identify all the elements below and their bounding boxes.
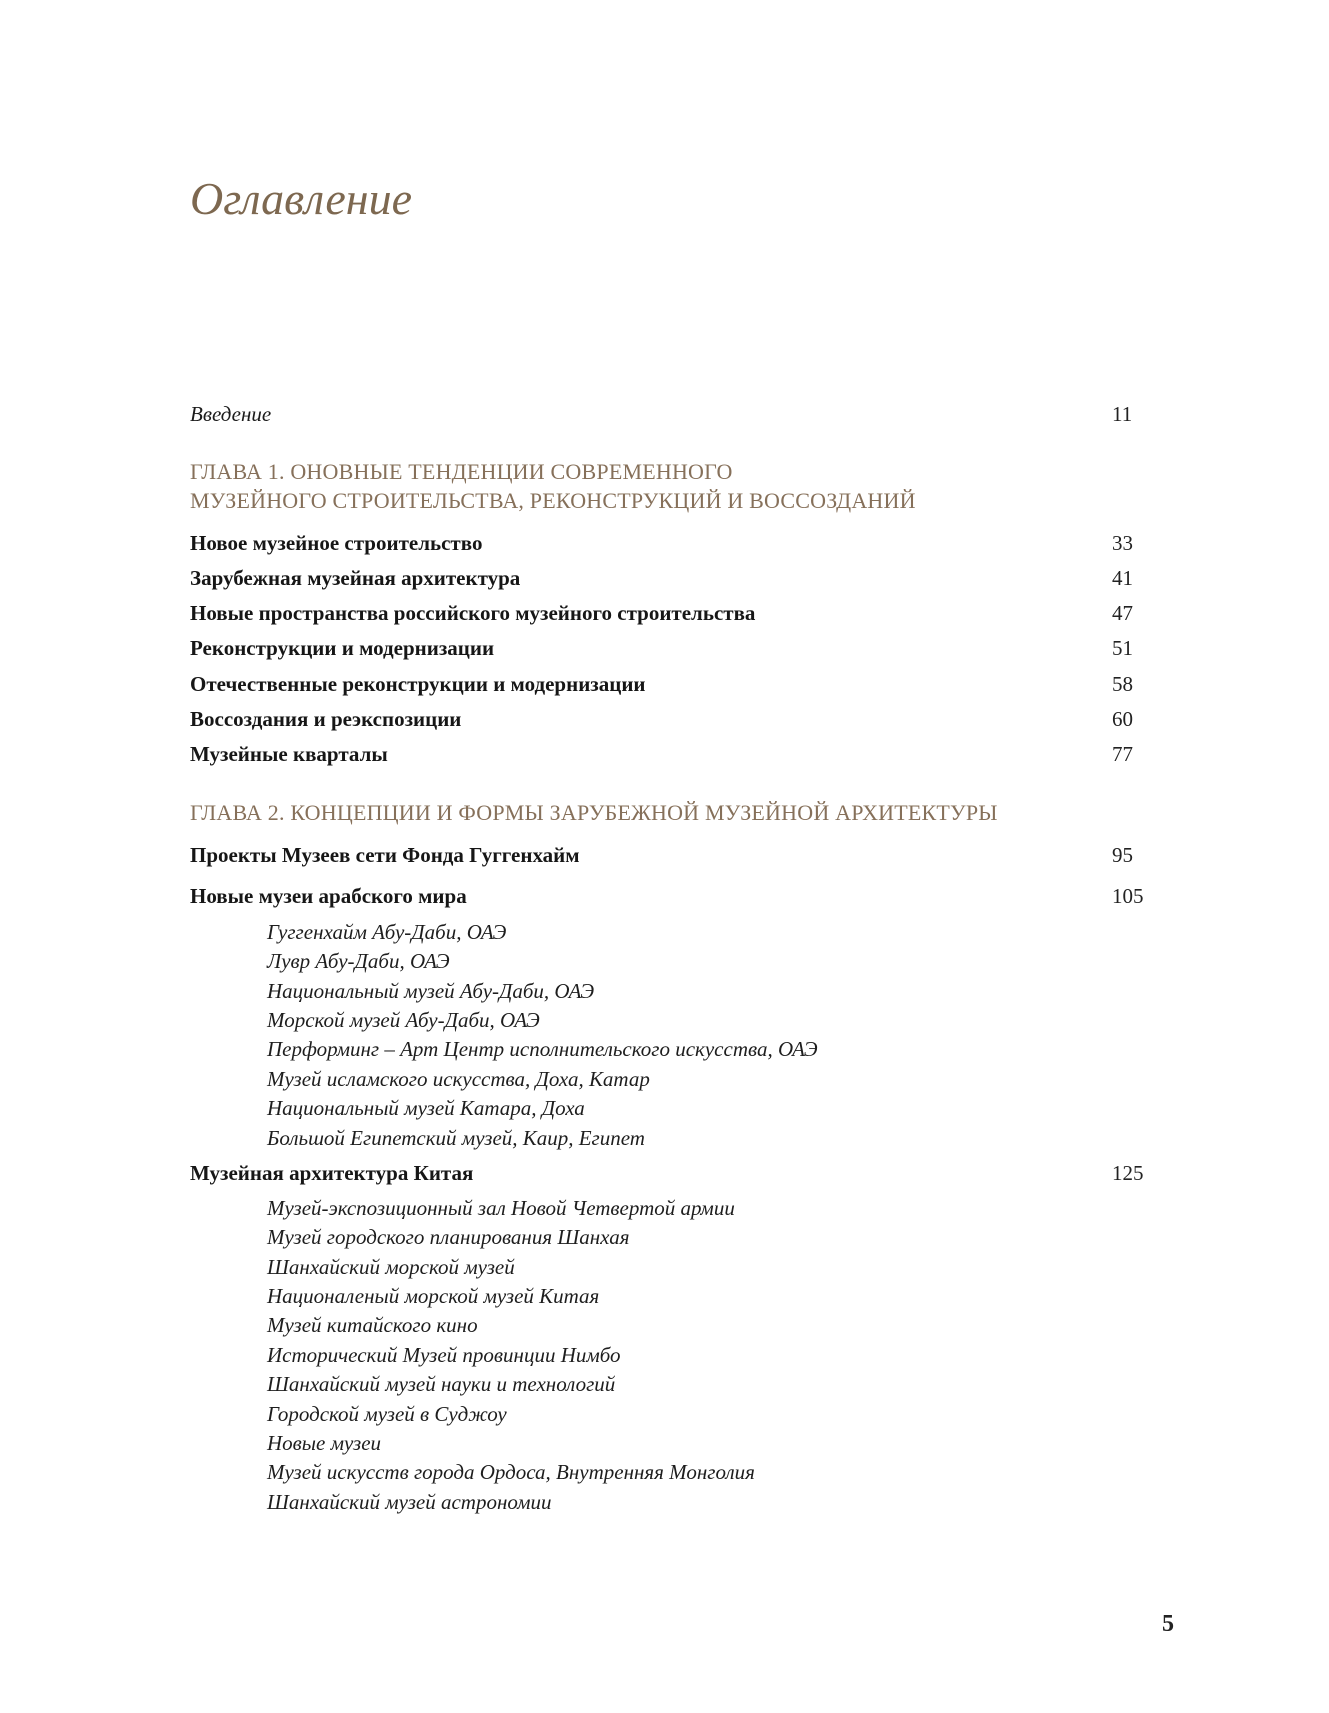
toc-entry: Отечественные реконструкции и модернизации [190, 672, 646, 696]
toc-subentry: Исторический Музей провинции Нимбо [267, 1343, 621, 1367]
toc-subentry: Музей исламского искусства, Доха, Катар [267, 1067, 650, 1091]
toc-subentry: Музей китайского кино [267, 1313, 478, 1337]
toc-subentry: Шанхайский морской музей [267, 1255, 515, 1279]
toc-entry: Музейная архитектура Китая [190, 1161, 474, 1185]
toc-subentry: Национальный музей Абу-Даби, ОАЭ [267, 979, 595, 1003]
toc-page: 105 [1112, 884, 1144, 908]
chapter-2-heading: ГЛАВА 2. КОНЦЕПЦИИ И ФОРМЫ ЗАРУБЕЖНОЙ МУЗЕЙНОЙ АРХИТЕКТУРЫ [190, 800, 998, 825]
toc-subentry: Шанхайский музей астрономии [267, 1490, 552, 1514]
toc-subentry: Музей-экспозиционный зал Новой Четвертой армии [267, 1196, 735, 1220]
toc-entry: Музейные кварталы [190, 742, 388, 766]
toc-subentry: Новые музеи [267, 1431, 382, 1455]
toc-entry: Проекты Музеев сети Фонда Гуггенхайм [190, 843, 580, 867]
toc-page: 77 [1112, 742, 1133, 766]
toc-subentry: Музей городского планирования Шанхая [267, 1225, 630, 1249]
page-title: Оглавление [190, 173, 413, 224]
toc-subentry: Городской музей в Суджоу [267, 1402, 507, 1426]
toc-subentry: Гуггенхайм Абу-Даби, ОАЭ [267, 920, 507, 944]
chapter-1-heading-line-2: МУЗЕЙНОГО СТРОИТЕЛЬСТВА, РЕКОНСТРУКЦИЙ И ВОССОЗДАНИЙ [190, 488, 916, 513]
toc-page: 60 [1112, 707, 1133, 731]
toc-subentry: Большой Египетский музей, Каир, Египет [267, 1126, 645, 1150]
toc-entry: Новое музейное строительство [190, 531, 483, 555]
toc-entry: Новые пространства российского музейного строительства [190, 601, 756, 625]
toc-intro-page: 11 [1112, 402, 1133, 426]
toc-subentry: Морской музей Абу-Даби, ОАЭ [267, 1008, 540, 1032]
toc-subentry: Музей искусств города Ордоса, Внутренняя Монголия [267, 1460, 755, 1484]
toc-page: 125 [1112, 1161, 1144, 1185]
toc-intro-label: Введение [190, 402, 272, 426]
toc-page: 47 [1112, 601, 1133, 625]
chapter-1-heading-line-1: ГЛАВА 1. ОНОВНЫЕ ТЕНДЕНЦИИ СОВРЕМЕННОГО [190, 459, 733, 484]
toc-subentry: Перформинг – Арт Центр исполнительского искусства, ОАЭ [267, 1037, 818, 1061]
toc-subentry: Шанхайский музей науки и технологий [267, 1372, 616, 1396]
toc-subentry: Лувр Абу-Даби, ОАЭ [267, 949, 450, 973]
toc-subentry: Националеный морской музей Китая [267, 1284, 600, 1308]
toc-page: 58 [1112, 672, 1133, 696]
toc-entry: Воссоздания и реэкспозиции [190, 707, 462, 731]
page-number: 5 [1162, 1611, 1174, 1637]
toc-page: 51 [1112, 636, 1133, 660]
toc-entry: Реконструкции и модернизации [190, 636, 495, 660]
toc-page: 33 [1112, 531, 1133, 555]
toc-subentry: Национальный музей Катара, Доха [267, 1096, 585, 1120]
toc-entry: Новые музеи арабского мира [190, 884, 467, 908]
toc-page: 41 [1112, 566, 1133, 590]
toc-page: 95 [1112, 843, 1133, 867]
toc-entry: Зарубежная музейная архитектура [190, 566, 521, 590]
